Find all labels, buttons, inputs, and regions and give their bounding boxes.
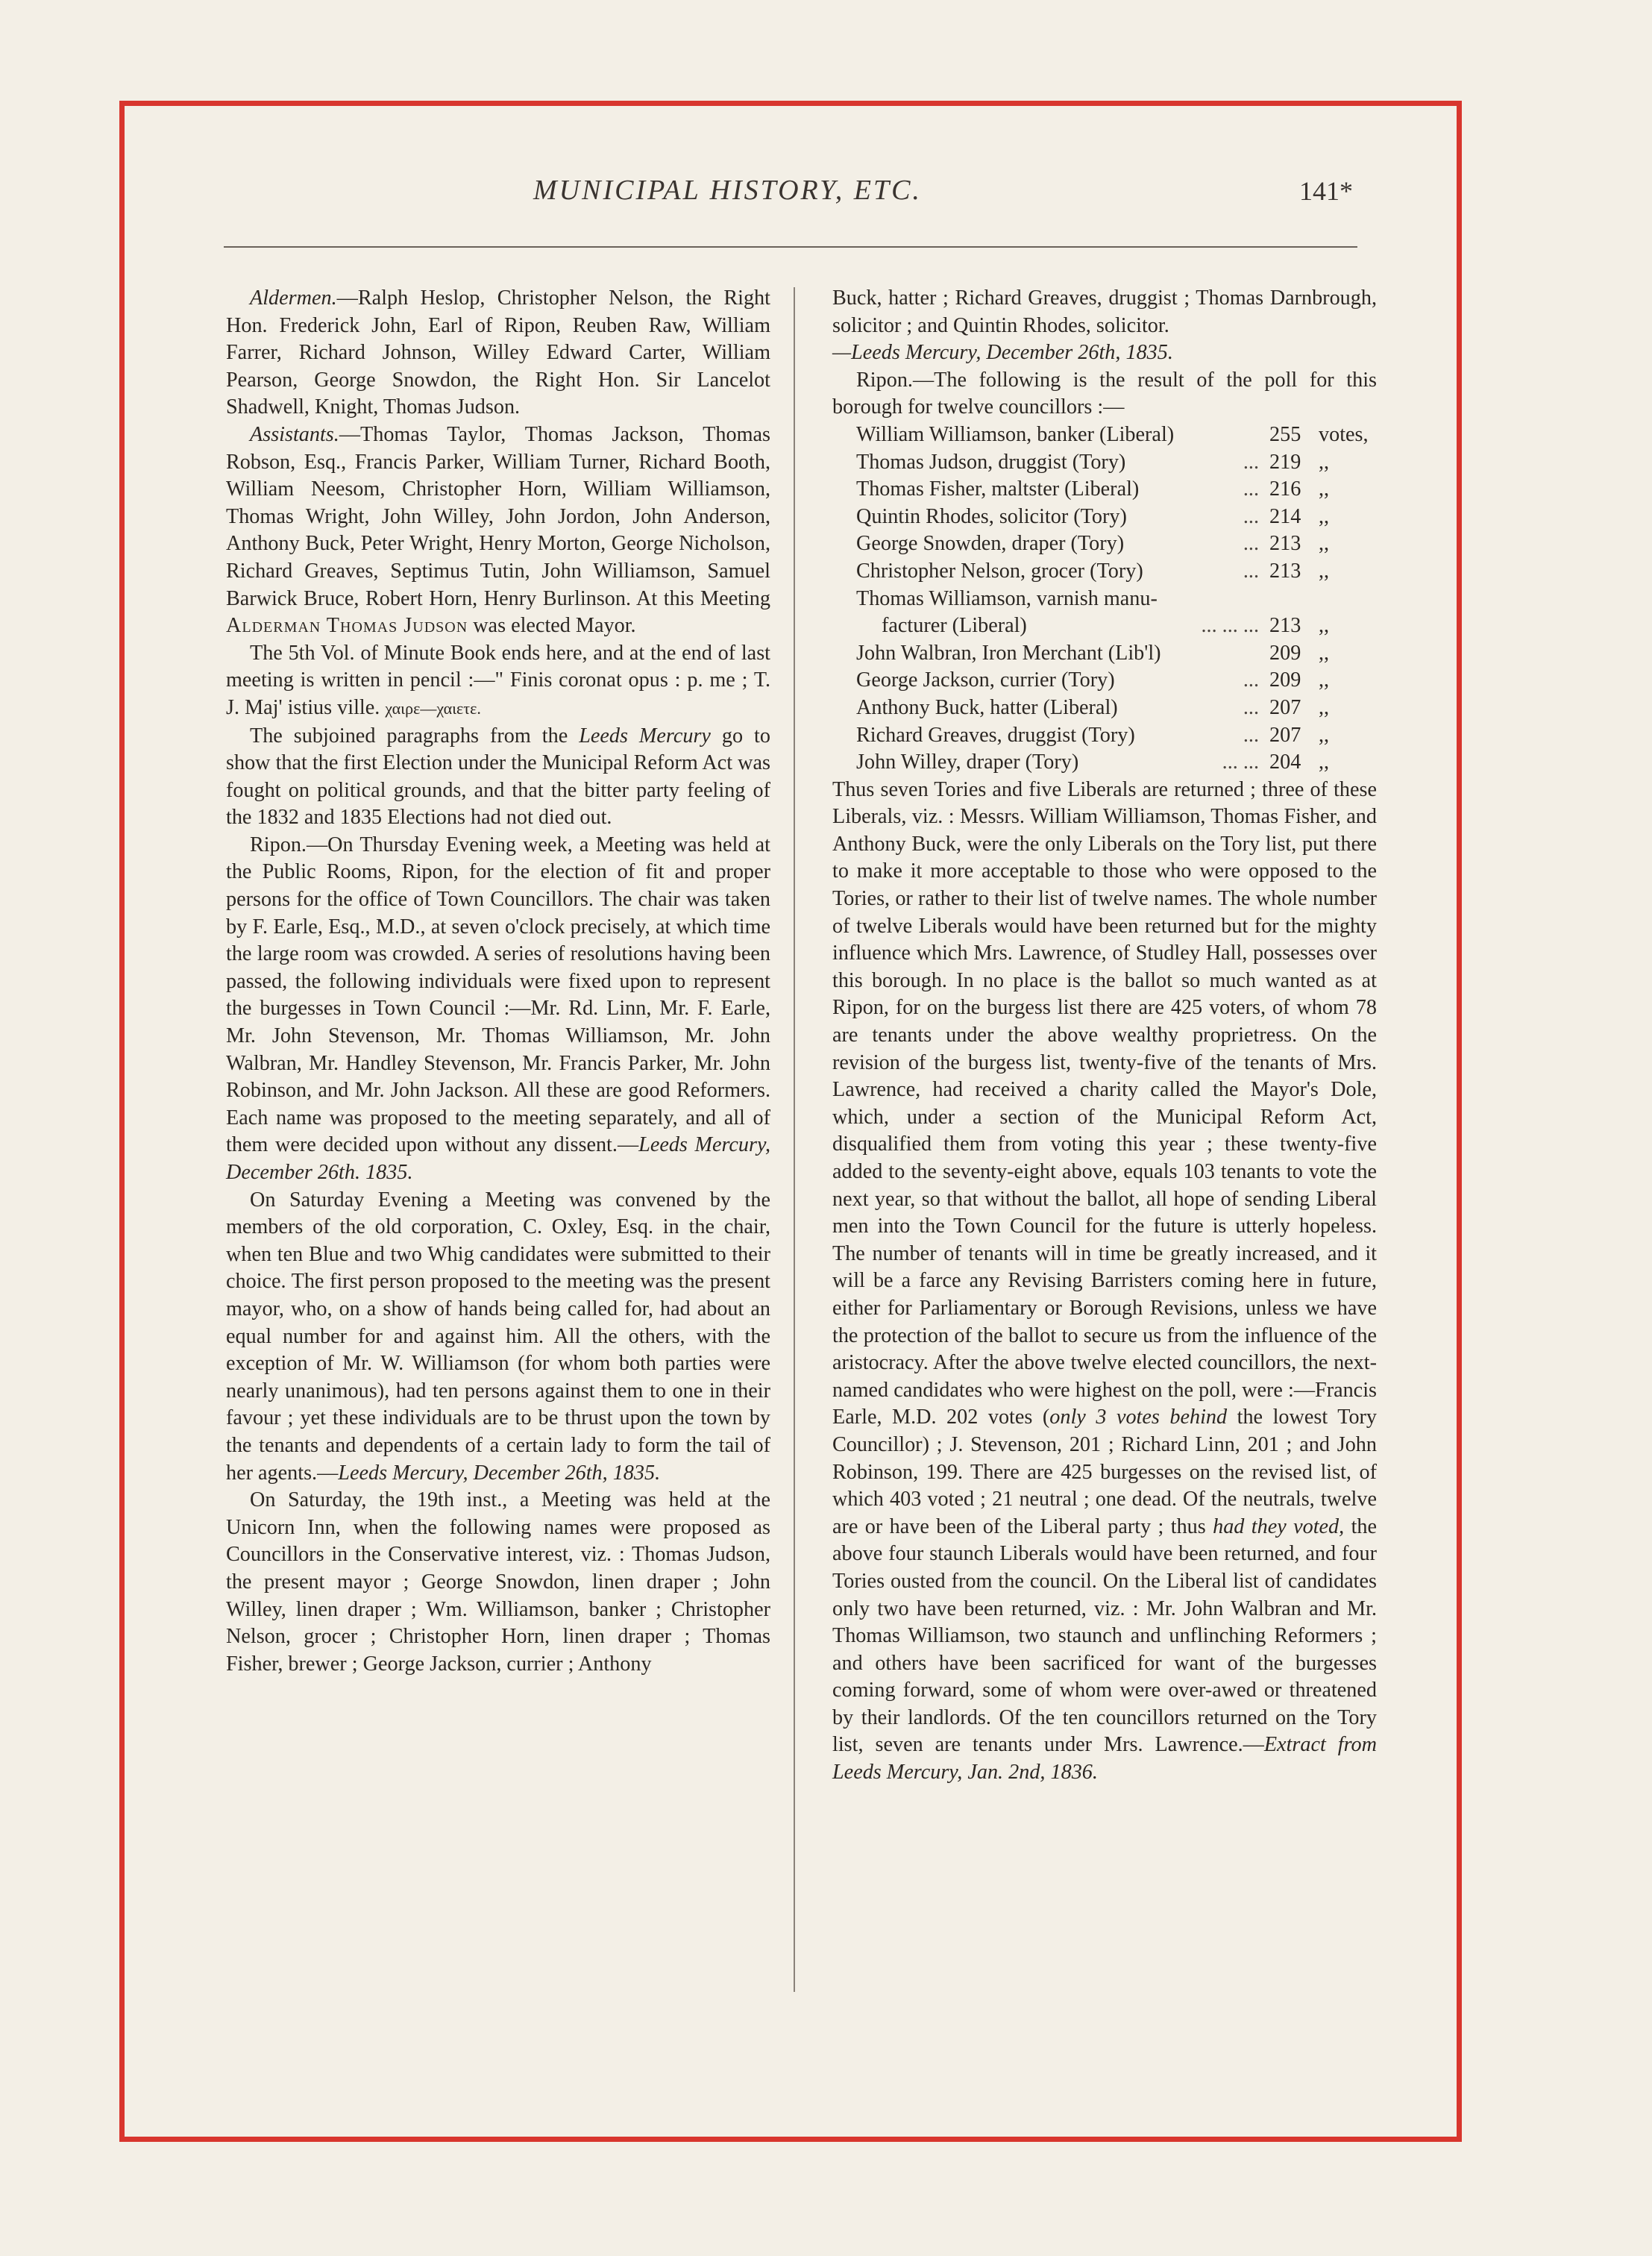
poll-candidate: Thomas Fisher, maltster (Liberal) <box>856 477 1140 501</box>
poll-leader-dots: ... <box>1243 477 1259 501</box>
poll-row <box>856 667 1377 695</box>
minute-book-text: The 5th Vol. of Minute Book ends here, and at the end of last meeting is written in pencil :—" Finis coronat opus : p. me ; T. J. Maj' istius ville. <box>226 641 770 719</box>
poll-unit: ,, <box>1319 532 1330 556</box>
poll-leader-dots: ... <box>1243 450 1259 474</box>
poll-unit: votes, <box>1319 422 1369 446</box>
poll-votes: 209 <box>1269 668 1301 692</box>
subjoined-end: go to show that the first Election under the Municipal Reform Act was fought on political grounds, and that the bitter party feeling of the 1832 and 1835 Elections had not died out. <box>226 724 770 830</box>
greek-phrase: χαιρε—χαιετε. <box>385 698 481 718</box>
poll-unit: ,, <box>1319 751 1330 774</box>
poll-commentary <box>832 777 1377 1787</box>
poll-candidate: William Williamson, banker (Liberal) <box>856 422 1175 446</box>
poll-votes: 207 <box>1269 695 1301 719</box>
continued-citation: —Leeds Mercury, December 26th, 1835. <box>832 341 1173 365</box>
poll-candidate: Anthony Buck, hatter (Liberal) <box>856 695 1118 719</box>
poll-candidate: Christopher Nelson, grocer (Tory) <box>856 559 1143 583</box>
commentary-citation: Extract from Leeds Mercury, Jan. 2nd, 1836. <box>832 1733 1378 1785</box>
poll-votes: 204 <box>1269 751 1301 774</box>
poll-row <box>856 749 1377 777</box>
poll-row <box>856 612 1377 640</box>
left-column <box>226 285 770 1678</box>
running-head <box>0 174 1652 211</box>
ripon-thursday-paragraph <box>226 832 770 1187</box>
poll-candidate: George Jackson, currier (Tory) <box>856 668 1115 692</box>
poll-unit: ,, <box>1319 450 1330 474</box>
commentary-text: Thus seven Tories and five Liberals are returned ; three of these Liberals, viz. : Messrs. William Williamson, Thomas Fisher, and Anthony Buck, were the only Liberals on the Tory list, put there to make it more acceptable to those who were opposed to the Tories, or rather to their list of twelve names. The whole number of twelve Liberals would have been returned but for the mighty influence which Mrs. Lawrence, of Studley Hall, possesses over this borough. In no place is the ballot so much wanted as at Ripon, for on the burgess list there are 425 voters, of whom 78 are tenants under the above wealthy proprietress. On the revision of the burgess list, twenty-five of the tenants of Mrs. Lawrence, had received a charity called the Mayor's Dole, which, under a section of the Municipal Reform Act, disqualified them from voting this year ; these twenty-five added to the seventy-eight above, equals 103 tenants to vote the next year, so that without the ballot, all hope of sending Liberal men into the Town Council for the future is utterly hopeless. The number of tenants will in time be greatly increased, and it will be a farce any Revising Barristers coming here in future, either for Parliamentary or Borough Revisions, unless we have the protection of the ballot to secure us from the influence of the aristocracy. After the above twelve elected councillors, the next-named candidates who were highest on the poll, were :—Francis Earle, M.D. 202 votes ( <box>832 777 1377 1429</box>
poll-row <box>856 722 1377 750</box>
poll-row <box>856 422 1377 449</box>
poll-candidate: Quintin Rhodes, solicitor (Tory) <box>856 504 1127 528</box>
poll-unit: ,, <box>1319 668 1330 692</box>
poll-row <box>856 530 1377 558</box>
poll-candidate: John Willey, draper (Tory) <box>856 751 1079 774</box>
poll-unit: ,, <box>1319 723 1330 747</box>
ripon-thursday-citation: Leeds Mercury, December 26th. 1835. <box>226 1133 770 1184</box>
minute-book-paragraph <box>226 640 770 723</box>
poll-unit: ,, <box>1319 614 1330 638</box>
saturday-evening-citation: Leeds Mercury, December 26th, 1835. <box>338 1461 661 1485</box>
poll-candidate: George Snowden, draper (Tory) <box>856 532 1125 556</box>
poll-row <box>856 695 1377 722</box>
poll-votes: 213 <box>1269 614 1301 638</box>
poll-row <box>856 449 1377 477</box>
running-title: MUNICIPAL HISTORY, ETC. <box>533 175 922 206</box>
ripon-thursday-text: Ripon.—On Thursday Evening week, a Meeting was held at the Public Rooms, Ripon, for the election of fit and proper persons for the office of Town Councillors. The chair was taken by F. Earle, Esq., M.D., at seven o'clock precisely, at which time the large room was crowded. A series of resolutions having been passed, the following individuals were fixed upon to represent the burgesses in Town Council :—Mr. Rd. Linn, Mr. F. Earle, Mr. John Stevenson, Mr. Thomas Williamson, Mr. John Walbran, Mr. Handley Stevenson, Mr. Francis Parker, Mr. John Robinson, and Mr. John Jackson. All these are good Reformers. Each name was proposed to the meeting separately, and all of them were decided upon without any dissent.— <box>226 833 770 1157</box>
poll-intro: Ripon.—The following is the result of the poll for this borough for twelve councillors :— <box>832 368 1377 419</box>
leeds-mercury-ref: Leeds Mercury <box>579 724 711 748</box>
right-column <box>832 285 1377 1787</box>
continued-paragraph <box>832 285 1377 367</box>
poll-row <box>856 476 1377 504</box>
saturday-evening-text: On Saturday Evening a Meeting was convened by the members of the old corporation, C. Oxley, Esq. in the chair, when ten Blue and two Whig candidates were submitted to their choice. The first person proposed to the meeting was the present mayor, who, on a show of hands being called for, had about an equal number for and against him. All the others, with the exception of Mr. W. Williamson (for whom both parties were nearly unanimous), had ten persons against them to one in their favour ; yet these individuals are to be thrust upon the town by the tenants and dependents of a certain lady to form the tail of her agents.— <box>226 1188 770 1485</box>
poll-candidate: Thomas Judson, druggist (Tory) <box>856 450 1126 474</box>
page-number: 141* <box>1299 176 1353 206</box>
poll-results-list <box>856 422 1377 777</box>
subjoined-text: The subjoined paragraphs from the <box>250 724 580 748</box>
poll-leader-dots: ... ... ... <box>1201 614 1259 638</box>
poll-row <box>856 586 1377 613</box>
mayor-name: Alderman Thomas Judson <box>226 614 468 638</box>
poll-votes: 214 <box>1269 504 1301 528</box>
aldermen-paragraph <box>226 285 770 422</box>
poll-leader-dots: ... <box>1243 695 1259 719</box>
poll-votes: 207 <box>1269 723 1301 747</box>
poll-leader-dots: ... <box>1243 668 1259 692</box>
poll-unit: ,, <box>1319 641 1330 665</box>
poll-row <box>856 504 1377 531</box>
poll-unit: ,, <box>1319 559 1330 583</box>
column-divider <box>794 287 795 1992</box>
unicorn-inn-paragraph: On Saturday, the 19th inst., a Meeting was held at the Unicorn Inn, when the following names were proposed as Councillors in the Conservative interest, viz. : Thomas Judson, the present mayor ; George Snowdon, linen draper ; John Willey, linen draper ; Wm. Williamson, banker ; Christopher Nelson, grocer ; Christopher Horn, linen draper ; Thomas Fisher, brewer ; George Jackson, currier ; Anthony <box>226 1488 770 1676</box>
poll-unit: ,, <box>1319 477 1330 501</box>
poll-votes: 213 <box>1269 559 1301 583</box>
poll-leader-dots: ... <box>1243 504 1259 528</box>
poll-unit: ,, <box>1319 504 1330 528</box>
poll-votes: 209 <box>1269 641 1301 665</box>
aldermen-text: —Ralph Heslop, Christopher Nelson, the Right Hon. Frederick John, Earl of Ripon, Reuben Raw, William Farrer, Richard Johnson, Willey Edward Carter, William Pearson, George Snowdon, the Right Hon. Sir Lancelot Shadwell, Knight, Thomas Judson. <box>226 286 770 419</box>
poll-leader-dots: ... <box>1243 723 1259 747</box>
subjoined-paragraph <box>226 723 770 832</box>
poll-leader-dots: ... <box>1243 532 1259 556</box>
poll-row <box>856 640 1377 668</box>
poll-leader-dots: ... <box>1243 559 1259 583</box>
commentary-mid: the lowest Tory Councillor) ; J. Stevenson, 201 ; Richard Linn, 201 ; and John Robinson, 199. There are 425 burgesses on the revised list, of which 403 voted ; 21 neutral ; one dead. Of the neutrals, twelve are or have been of the Liberal party ; thus <box>832 1406 1378 1538</box>
aldermen-label: Aldermen. <box>250 286 337 310</box>
poll-candidate: Richard Greaves, druggist (Tory) <box>856 723 1135 747</box>
poll-row <box>856 558 1377 586</box>
poll-candidate: John Walbran, Iron Merchant (Lib'l) <box>856 641 1161 665</box>
assistants-label: Assistants. <box>250 422 339 446</box>
poll-votes: 219 <box>1269 450 1301 474</box>
commentary-italic-1: only 3 votes behind <box>1049 1406 1228 1429</box>
poll-candidate: facturer (Liberal) <box>882 614 1027 638</box>
poll-votes: 255 <box>1269 422 1301 446</box>
poll-votes: 213 <box>1269 532 1301 556</box>
assistants-end: was elected Mayor. <box>468 614 636 638</box>
saturday-evening-paragraph <box>226 1187 770 1488</box>
continued-text: Buck, hatter ; Richard Greaves, druggist ; Thomas Darnbrough, solicitor ; and Quintin Rhodes, solicitor. <box>832 286 1377 337</box>
poll-candidate: Thomas Williamson, varnish manu- <box>856 586 1158 610</box>
header-rule <box>224 246 1357 248</box>
poll-votes: 216 <box>1269 477 1301 501</box>
poll-unit: ,, <box>1319 695 1330 719</box>
assistants-text: —Thomas Taylor, Thomas Jackson, Thomas Robson, Esq., Francis Parker, William Turner, Richard Booth, William Neesom, Christopher Horn, William Williamson, Thomas Wright, John Willey, John Jordon, John Anderson, Anthony Buck, Peter Wright, Henry Morton, George Nicholson, Richard Greaves, Septimus Tutin, John Williamson, Samuel Barwick Bruce, Robert Horn, Henry Burlinson. At this Meeting <box>226 422 770 610</box>
assistants-paragraph <box>226 422 770 640</box>
commentary-italic-2: had they voted, <box>1213 1514 1345 1538</box>
commentary-end: the above four staunch Liberals would have been returned, and four Tories ousted from the council. On the Liberal list of candidates only two have been returned, viz. : Mr. John Walbran and Mr. Thomas Williamson, two staunch and unflinching Reformers ; and others have been sacrificed for want of the burgesses coming forward, some of whom were over-awed or threatened by their landlords. Of the ten councillors returned on the Tory list, seven are tenants under Mrs. Lawrence.— <box>832 1514 1377 1757</box>
poll-leader-dots: ... ... <box>1222 751 1259 774</box>
